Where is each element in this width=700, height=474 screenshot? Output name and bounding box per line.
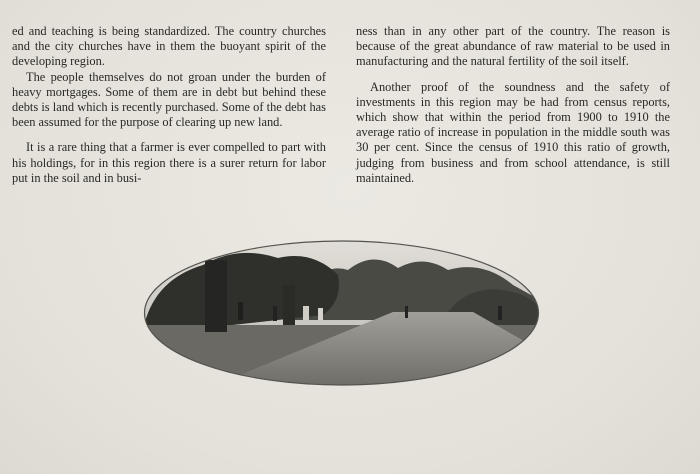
person bbox=[405, 306, 408, 318]
person bbox=[318, 308, 323, 320]
right-text-column bbox=[356, 24, 670, 186]
park-scene-image bbox=[143, 240, 540, 386]
left-paragraph-3: It is a rare thing that a farmer is ever compelled to part with his holdings, for in this region there is a surer return for labor put in the soil and in busi- bbox=[12, 140, 326, 185]
left-paragraph-1: ed and teaching is being standardized. The country churches and the city churches have in them the buoyant spirit of the developing region. bbox=[12, 24, 326, 69]
left-text-column bbox=[12, 24, 326, 186]
person bbox=[498, 306, 502, 320]
right-paragraph-2: Another proof of the soundness and the safety of investments in this region may be had from census reports, which show that within the period from 1900 to 1910 the average ratio of increase in population in the middle south was 30 per cent. Since the census of 1910 this ratio of growth, judging from business and from school attendance, is still maintained. bbox=[356, 79, 670, 185]
person bbox=[273, 306, 277, 321]
left-paragraph-2: The people themselves do not groan under the burden of heavy mortgages. Some of them are in debt but behind these debts is land which is recently purchased. Some of the debt has been assumed for the purpose of clearing up new land. bbox=[12, 69, 326, 130]
tree-trunk bbox=[205, 260, 227, 332]
person bbox=[303, 306, 309, 320]
right-paragraph-1: ness than in any other part of the country. The reason is because of the great abundance of raw material to be used in manufacturing and the natural fertility of the soil itself. bbox=[356, 24, 670, 69]
oval-park-photograph bbox=[143, 240, 540, 386]
tree-trunk bbox=[283, 285, 295, 325]
person bbox=[238, 302, 243, 320]
